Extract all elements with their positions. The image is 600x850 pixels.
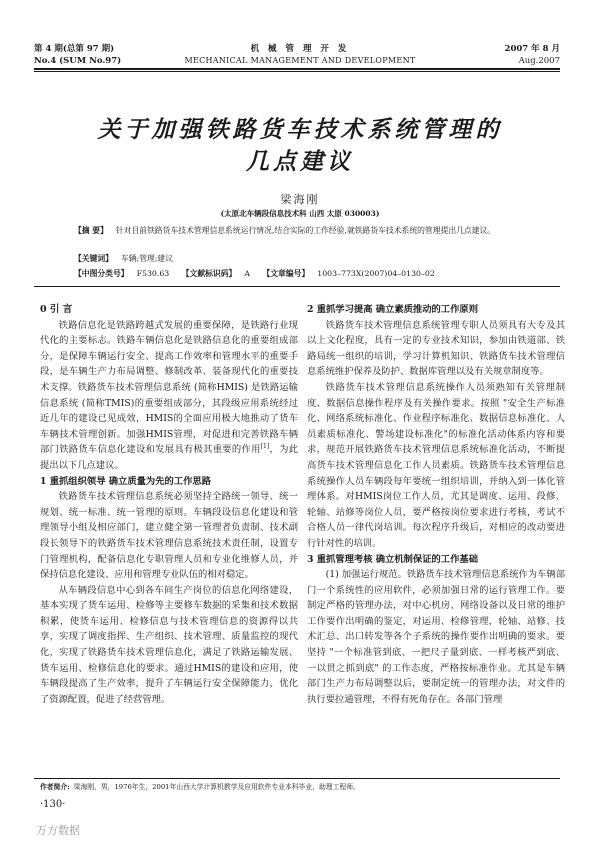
keywords-text: 车辆;管理;建议 (120, 254, 174, 263)
abstract-label: 【摘 要】 (74, 226, 108, 235)
header-rule-thick (34, 68, 560, 70)
abstract (74, 225, 534, 237)
right-column (307, 302, 565, 707)
page-number: ·130· (40, 799, 66, 810)
doc-code-value: A (244, 269, 250, 278)
section-0-text-tail: ，为此提出以下几点建议。 (40, 444, 298, 471)
keywords-label: 【关键词】 (74, 254, 113, 263)
keywords (74, 253, 173, 265)
abstract-divider (34, 286, 560, 287)
section-3-heading: 3 重抓管理考核 确立机制保证的工作基础 (307, 553, 478, 565)
citation-ref: [1] (260, 443, 270, 451)
section-1-heading: 1 重抓组织领导 确立质量为先的工作思路 (40, 475, 211, 487)
header-journal-en: MECHANICAL MANAGEMENT AND DEVELOPMENT (184, 56, 416, 65)
section-0-paragraph (40, 318, 298, 474)
header-journal-cn: 机 械 管 理 开 发 (250, 44, 350, 54)
doc-code-label: 【文献标识码】 (181, 269, 237, 278)
author-name: 梁海刚 (280, 193, 320, 206)
footnote-text: 梁海刚，男，1976年生，2001年山西大学计算机教学及应用软件专业本科毕业，助理工程师。 (73, 783, 360, 791)
article-id-value: 1003–773X(2007)04–0130–02 (317, 269, 435, 278)
title-line-2: 几点建议 (246, 148, 354, 175)
section-1-paragraph-1: 铁路货车技术管理信息系统必须坚持全路统一领导、统一规划、统一标准、统一管理的原则。车辆段设信息化建设和管理领导小组及相应部门，建立健全第一管理者负责制、技术副段长领导下的铁路货车技术管理信息系统技术责任制，设置专门管理机构，配备信息化专职管理人员和专业化维修人员，并保持信息化建设、应用和管理专业队伍的相对稳定。 (40, 491, 298, 581)
article-id-label: 【文章编号】 (262, 269, 310, 278)
author-footnote (40, 782, 560, 792)
header-date-cn: 2007 年 8 月 (504, 44, 560, 54)
header-issue-en: No.4 (SUM No.97) (34, 56, 122, 66)
header-rule-thin (34, 71, 560, 72)
section-0-heading: 0 引 言 (40, 304, 73, 315)
database-watermark: 万方数据 (36, 824, 80, 837)
footnote-rule (34, 778, 560, 779)
section-2-paragraph-2: 铁路货车技术管理信息系统操作人员须熟知有关管理制度、数据信息操作程序及有关操作要求。按照 "安全生产标准化、网络系统标准化、作业程序标准化、数据信息标准化、人员素质标准化、警场建设标准化"的标准化活动体系内容和要求，规范开展铁路货车技术管理信息系统标准化活动，不断提高货车技术管理信息化工作人员素质。铁路货车技术管理信息系统操作人员车辆段每年要统一组织培训，并纳入到一体化管理体系。对HMIS岗位工作人员，尤其是调度、运用、段修、轮轴、站修等岗位人员，要严格按岗位要求进行考核，考试不合格人员一律代岗培训。每次程序升级后，对相应的改动要进行针对性的培训。 (307, 381, 565, 549)
clc-value: F530.63 (136, 269, 170, 278)
header-date-en: Aug.2007 (518, 56, 560, 66)
abstract-text: 针对目前铁路货车技术管理信息系统运行情况,结合实际的工作经验,就铁路货车技术系统的管理提出几点建议。 (115, 226, 496, 235)
classification-line (74, 268, 534, 280)
section-0-text: 铁路信息化是铁路跨越式发展的重要保障，是铁路行业现代化的主要标志。铁路车辆信息化是铁路信息化的重要组成部分，是保障车辆运行安全、提高工作效率和管理水平的重要手段，是车辆生产力布局调整、修制改革、装备现代化的重要技术支撑。铁路货车技术管理信息系统 (简称HMIS) 是铁路运输信息系统 (简称TMIS)的重要组成部分，其段级应用系统经过近几年的建设已见成效，HMIS的全面应用极大地推动了货车车辆技术管理创新。加强HMIS管理，对促进和完善铁路车辆部门铁路货车信息化建设和发展具有极其重要的作用 (40, 319, 298, 456)
section-2-paragraph-1: 铁路货车技术管理信息系统管理专职人员须具有大专及其以上文化程度，具有一定的专业技术知识，参加由铁道部、铁路局统一组织的培训，学习计算机知识、铁路货车技术管理信息系统维护保养及防护、数据库管理以及有关规章制度等。 (307, 319, 565, 378)
section-3-paragraph-1: (1) 加强运行规范。铁路货车技术管理信息系统作为车辆部门一个系统性的应用软件，必须加强日常的运行管理工作。要制定严格的管理办法，对中心机房、网络设备以及日常的维护工作要作出明确的鉴定，对运用、检修管理，轮轴、站修、技术汇总、出口转发等各个子系统的操作要作出明确的要求。要坚持 "一个标准管到底、一把尺子量到底、一样考核严到底、一以贯之抓到底" 的工作态度，严格按标准作业。尤其是车辆部门生产力布局调整以后，要制定统一的管理办法，对文件的执行要拉通管理，不得有死角存在。各部门管理 (307, 569, 565, 705)
left-column (40, 302, 298, 707)
clc-label: 【中图分类号】 (74, 269, 129, 278)
footnote-label: 作者简介: (40, 783, 70, 791)
author-affiliation: (太原北车辆段信息技术科 山西 太原 030003) (220, 209, 380, 218)
section-1-paragraph-2: 从车辆段信息中心到各车间生产岗位的信息化网络建设，基本实现了货车运用、检修等主要修车数据的采集和技术数据积累，使货车运用、检修信息与技术管理信息的资源得以共享，实现了调度指挥、生产组织、技术管理、质量监控的现代化，实现了铁路货车技术管理信息化，满足了铁路运输发展、货车运用、检修信息化的要求。通过HMIS的建设和应用，使车辆段提高了生产效率，提升了车辆运行安全保障能力，优化了资源配置，促进了经营管理。 (40, 584, 298, 705)
header-issue-cn: 第 4 期(总第 97 期) (34, 44, 115, 54)
section-2-heading: 2 重抓学习提高 确立素质推动的工作原则 (307, 304, 478, 315)
title-line-1: 关于加强铁路货车技术系统管理的 (97, 116, 503, 143)
